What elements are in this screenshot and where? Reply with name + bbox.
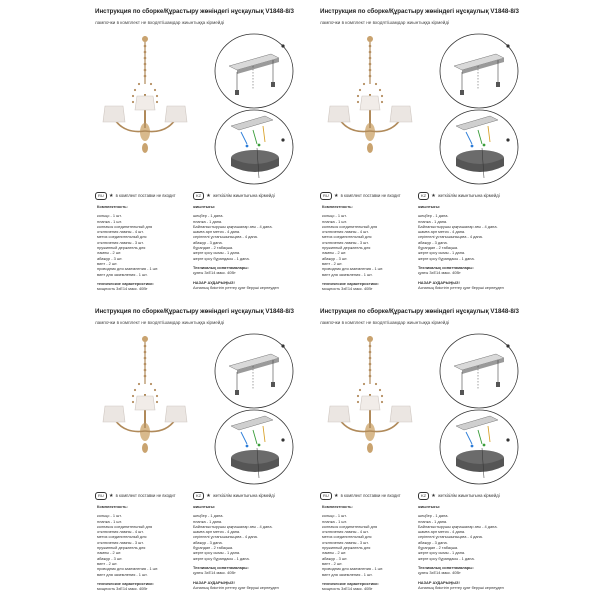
kz-kit-heading: жиынтығы: — [193, 204, 216, 209]
instruction-panel — [95, 6, 300, 291]
list-item: кольцо - 1 шт. — [97, 513, 122, 519]
list-item: винт для заземления - 1 шт. — [97, 271, 148, 277]
panel-title: Инструкция по сборке/Құрастыру жөніндегі нұсқаулық V1848-8/3 — [320, 308, 519, 315]
list-item: пружинный держатель для — [322, 545, 371, 551]
list-item: шеңбер - 1 дана. — [418, 213, 449, 219]
list-item: планка - 1 шт. — [97, 218, 122, 224]
ru-badge: RU — [320, 492, 332, 500]
kz-spec-heading: Техникалық сипаттамалары: — [418, 264, 474, 270]
chandelier-illustration — [95, 336, 195, 476]
list-item: кольцо - 1 шт. — [322, 513, 347, 519]
ru-kit-list — [97, 213, 189, 277]
list-item: отключения лампы - 3 шт. — [97, 539, 144, 545]
list-item: бұрандап - 2 табақша. — [418, 245, 459, 251]
kz-warning-heading: НАЗАР АУДАРЫҢЫЗ! — [418, 279, 460, 285]
mounting-plate-diagram — [438, 332, 520, 410]
list-item — [418, 590, 523, 591]
list-item: абажур - 3 шт. — [322, 555, 348, 561]
list-item: винт - 2 шт. — [97, 260, 118, 266]
list-item: лампы - 2 шт. — [322, 550, 347, 556]
kz-not-included-note: жеткізілім жиынтығына кірмейді — [437, 193, 500, 199]
star-icon: ★ — [431, 193, 436, 199]
language-row — [95, 192, 300, 200]
list-item: планка - 1 дана. — [193, 518, 223, 524]
canopy-wiring-diagram — [438, 408, 520, 486]
list-item: лампы - 2 шт. — [97, 250, 122, 256]
language-row — [95, 492, 300, 500]
star-icon: ★ — [206, 193, 211, 199]
kz-kit-list — [193, 213, 298, 261]
kz-warning-text — [418, 585, 523, 591]
list-item: шамға арн метиз - 4 дана. — [193, 529, 241, 535]
panel-title: Инструкция по сборке/Құрастыру жөніндегі нұсқаулық V1848-8/3 — [320, 8, 519, 15]
ru-kit-list — [322, 213, 414, 277]
list-item: отключения лампы - 4 шт. — [322, 229, 369, 235]
ru-not-included-note: в комплект поставки не входит — [115, 193, 176, 199]
kz-badge: KZ — [418, 492, 429, 500]
kz-spec-heading: Техникалық сипаттамалары: — [193, 564, 249, 570]
list-item: Байланыстырушы қақпашалар ағы - 4 дана. — [193, 223, 273, 229]
list-item: отключения лампы - 3 шт. — [322, 539, 369, 545]
ru-not-included-note: в комплект поставки не входит — [340, 493, 401, 499]
mounting-plate-diagram — [213, 32, 295, 110]
list-item: метиз соединительный для — [322, 234, 372, 240]
list-item: Аспаның биіктігін реттеу қуат беруші кернеуден — [418, 584, 504, 590]
list-item: Аспаның биіктігін реттеу қуат беруші кернеуден — [193, 284, 279, 290]
star-icon: ★ — [206, 493, 211, 499]
instruction-panel — [320, 6, 525, 291]
list-item: жерге қосу сымы - 1 дана. — [418, 550, 466, 556]
kz-spec-text: қуаты 3хЕ14 макс. 40Вт — [193, 270, 236, 276]
list-item: отключения лампы - 4 шт. — [97, 529, 144, 535]
list-item: проводник для заземления - 1 шт. — [322, 566, 384, 572]
list-item: проводник для заземления - 1 шт. — [97, 266, 159, 272]
list-item: Байланыстырушы қақпашалар ағы - 4 дана. — [418, 223, 498, 229]
list-item: винт - 2 шт. — [322, 560, 343, 566]
list-item: абажур - 3 шт. — [97, 555, 123, 561]
ru-badge: RU — [95, 492, 107, 500]
kz-warning-heading: НАЗАР АУДАРЫҢЫЗ! — [193, 579, 235, 585]
list-item: колпачок соединительный для — [97, 523, 153, 529]
list-item: абажур - 3 шт. — [322, 255, 348, 261]
list-item — [193, 290, 298, 291]
list-item: Байланыстырушы қақпашалар ағы - 4 дана. — [418, 523, 498, 529]
kz-warning-text — [193, 285, 298, 291]
list-item: серіппелі ұстағышыныңаға - 4 дана. — [418, 534, 483, 540]
kz-badge: KZ — [193, 192, 204, 200]
kz-warning-text — [418, 285, 523, 291]
ru-column — [322, 204, 414, 291]
list-item: метиз соединительный для — [97, 534, 147, 540]
kz-kit-list — [193, 513, 298, 561]
language-row — [320, 492, 525, 500]
mounting-plate-diagram — [213, 332, 295, 410]
language-row — [320, 192, 525, 200]
kz-not-included-note: жеткізілім жиынтығына кірмейді — [212, 493, 275, 499]
star-icon: ★ — [333, 193, 339, 199]
panel-subtitle: лампочки в комплект не входят/шамдар жиынтыққа кірмейді — [320, 20, 450, 25]
list-item: абажур - 3 дана. — [193, 239, 223, 245]
kz-spec-text: қуаты 3хЕ14 макс. 40Вт — [418, 270, 461, 276]
ru-kit-list — [97, 513, 189, 577]
list-item: винт - 2 шт. — [97, 560, 118, 566]
list-item: планка - 1 шт. — [97, 518, 122, 524]
list-item: метиз соединительный для — [322, 534, 372, 540]
panel-subtitle: лампочки в комплект не входят/шамдар жиынтыққа кірмейді — [95, 20, 225, 25]
kz-spec-text: қуаты 3хЕ14 макс. 40Вт — [418, 570, 461, 576]
list-item: винт для заземления - 1 шт. — [322, 571, 373, 577]
kz-column — [193, 204, 298, 291]
list-item: проводник для заземления - 1 шт. — [322, 266, 384, 272]
list-item: планка - 1 дана. — [193, 218, 223, 224]
list-item: абажур - 3 дана. — [193, 539, 223, 545]
star-icon: ★ — [108, 493, 114, 499]
kz-note-group — [193, 192, 275, 200]
kz-column — [418, 204, 523, 291]
ru-spec-text: мощность 3хЕ14 макс. 40Вт — [322, 286, 373, 291]
list-item: метиз соединительный для — [97, 234, 147, 240]
kz-not-included-note: жеткізілім жиынтығына кірмейді — [437, 493, 500, 499]
ru-column — [97, 504, 189, 591]
list-item: шамға арн метиз - 4 дана. — [418, 229, 466, 235]
list-item: колпачок соединительный для — [322, 523, 378, 529]
star-icon: ★ — [108, 193, 114, 199]
list-item — [193, 590, 298, 591]
kz-spec-heading: Техникалық сипаттамалары: — [193, 264, 249, 270]
ru-spec-heading: технические характеристики: — [97, 280, 154, 286]
ru-spec-heading: технические характеристики: — [322, 280, 379, 286]
ru-column — [97, 204, 189, 291]
ru-spec-text: мощность 3хЕ14 макс. 40Вт — [97, 286, 148, 291]
star-icon: ★ — [431, 493, 436, 499]
kz-spec-heading: Техникалық сипаттамалары: — [418, 564, 474, 570]
list-item: отключения лампы - 4 шт. — [97, 229, 144, 235]
ru-not-included-note: в комплект поставки не входит — [340, 193, 401, 199]
ru-kit-heading: Комплектность: — [322, 504, 353, 509]
kz-warning-heading: НАЗАР АУДАРЫҢЫЗ! — [193, 279, 235, 285]
kz-kit-list — [418, 513, 523, 561]
list-item: бұрандап - 2 табақша. — [193, 545, 234, 551]
list-item: шамға арн метиз - 4 дана. — [193, 229, 241, 235]
list-item: абажур - 3 дана. — [418, 539, 448, 545]
canopy-wiring-diagram — [213, 108, 295, 186]
chandelier-illustration — [320, 36, 420, 176]
ru-spec-heading: технические характеристики: — [97, 580, 154, 586]
ru-kit-list — [322, 513, 414, 577]
list-item: серіппелі ұстағышыныңаға - 4 дана. — [193, 534, 258, 540]
list-item: жерге қосу бұрандасы - 1 дана. — [418, 255, 475, 261]
list-item: шеңбер - 1 дана. — [193, 513, 224, 519]
canopy-wiring-diagram — [438, 108, 520, 186]
list-item: жерге қосу бұрандасы - 1 дана. — [193, 255, 250, 261]
kz-badge: KZ — [418, 192, 429, 200]
list-item: шеңбер - 1 дана. — [418, 513, 449, 519]
list-item: кольцо - 1 шт. — [322, 213, 347, 219]
panel-subtitle: лампочки в комплект не входят/шамдар жиынтыққа кірмейді — [95, 320, 225, 325]
kz-kit-heading: жиынтығы: — [418, 204, 441, 209]
list-item: жерге қосу бұрандасы - 1 дана. — [193, 555, 250, 561]
list-item: лампы - 2 шт. — [322, 250, 347, 256]
ru-kit-heading: Комплектность: — [97, 204, 128, 209]
ru-spec-heading: технические характеристики: — [322, 580, 379, 586]
kz-kit-heading: жиынтығы: — [193, 504, 216, 509]
kz-spec-text: қуаты 3хЕ14 макс. 40Вт — [193, 570, 236, 576]
ru-spec-text: мощность 3хЕ14 макс. 40Вт — [97, 586, 148, 591]
kz-note-group — [193, 492, 275, 500]
list-item: шамға арн метиз - 4 дана. — [418, 529, 466, 535]
list-item: отключения лампы - 4 шт. — [322, 529, 369, 535]
canopy-wiring-diagram — [213, 408, 295, 486]
kz-badge: KZ — [193, 492, 204, 500]
list-item: жерге қосу сымы - 1 дана. — [193, 550, 241, 556]
list-item: планка - 1 дана. — [418, 518, 448, 524]
chandelier-illustration — [95, 36, 195, 176]
list-item: жерге қосу сымы - 1 дана. — [418, 250, 466, 256]
kz-column — [418, 504, 523, 591]
list-item: винт для заземления - 1 шт. — [97, 571, 148, 577]
list-item: пружинный держатель для — [97, 245, 146, 251]
ru-kit-heading: Комплектность: — [97, 504, 128, 509]
ru-column — [322, 504, 414, 591]
kz-note-group — [418, 192, 500, 200]
instruction-panel — [95, 306, 300, 591]
list-item: пружинный держатель для — [97, 545, 146, 551]
list-item: винт - 2 шт. — [322, 260, 343, 266]
list-item: бұрандап - 2 табақша. — [418, 545, 459, 551]
kz-kit-heading: жиынтығы: — [418, 504, 441, 509]
kz-column — [193, 504, 298, 591]
mounting-plate-diagram — [438, 32, 520, 110]
instruction-panel — [320, 306, 525, 591]
list-item: Байланыстырушы қақпашалар ағы - 4 дана. — [193, 523, 273, 529]
ru-not-included-note: в комплект поставки не входит — [115, 493, 176, 499]
panel-title: Инструкция по сборке/Құрастыру жөніндегі нұсқаулық V1848-8/3 — [95, 308, 294, 315]
list-item: жерге қосу сымы - 1 дана. — [193, 250, 241, 256]
list-item: Аспаның биіктігін реттеу қуат беруші кернеуден — [193, 584, 279, 590]
chandelier-illustration — [320, 336, 420, 476]
star-icon: ★ — [333, 493, 339, 499]
kz-warning-text — [193, 585, 298, 591]
list-item: колпачок соединительный для — [322, 223, 378, 229]
list-item: кольцо - 1 шт. — [97, 213, 122, 219]
list-item: жерге қосу бұрандасы - 1 дана. — [418, 555, 475, 561]
list-item: планка - 1 шт. — [322, 218, 347, 224]
kz-not-included-note: жеткізілім жиынтығына кірмейді — [212, 193, 275, 199]
list-item: Аспаның биіктігін реттеу қуат беруші кернеуден — [418, 284, 504, 290]
list-item: пружинный держатель для — [322, 245, 371, 251]
list-item: планка - 1 дана. — [418, 218, 448, 224]
kz-kit-list — [418, 213, 523, 261]
ru-spec-text: мощность 3хЕ14 макс. 40Вт — [322, 586, 373, 591]
list-item: серіппелі ұстағышыныңаға - 4 дана. — [418, 234, 483, 240]
list-item — [418, 290, 523, 291]
list-item: лампы - 2 шт. — [97, 550, 122, 556]
list-item: абажур - 3 шт. — [97, 255, 123, 261]
list-item: отключения лампы - 3 шт. — [322, 239, 369, 245]
ru-kit-heading: Комплектность: — [322, 204, 353, 209]
list-item: колпачок соединительный для — [97, 223, 153, 229]
ru-badge: RU — [320, 192, 332, 200]
list-item: серіппелі ұстағышыныңаға - 4 дана. — [193, 234, 258, 240]
list-item: проводник для заземления - 1 шт. — [97, 566, 159, 572]
kz-note-group — [418, 492, 500, 500]
list-item: винт для заземления - 1 шт. — [322, 271, 373, 277]
list-item: отключения лампы - 3 шт. — [97, 239, 144, 245]
list-item: абажур - 3 дана. — [418, 239, 448, 245]
panel-title: Инструкция по сборке/Құрастыру жөніндегі нұсқаулық V1848-8/3 — [95, 8, 294, 15]
panel-subtitle: лампочки в комплект не входят/шамдар жиынтыққа кірмейді — [320, 320, 450, 325]
list-item: планка - 1 шт. — [322, 518, 347, 524]
kz-warning-heading: НАЗАР АУДАРЫҢЫЗ! — [418, 579, 460, 585]
list-item: шеңбер - 1 дана. — [193, 213, 224, 219]
ru-badge: RU — [95, 192, 107, 200]
list-item: бұрандап - 2 табақша. — [193, 245, 234, 251]
